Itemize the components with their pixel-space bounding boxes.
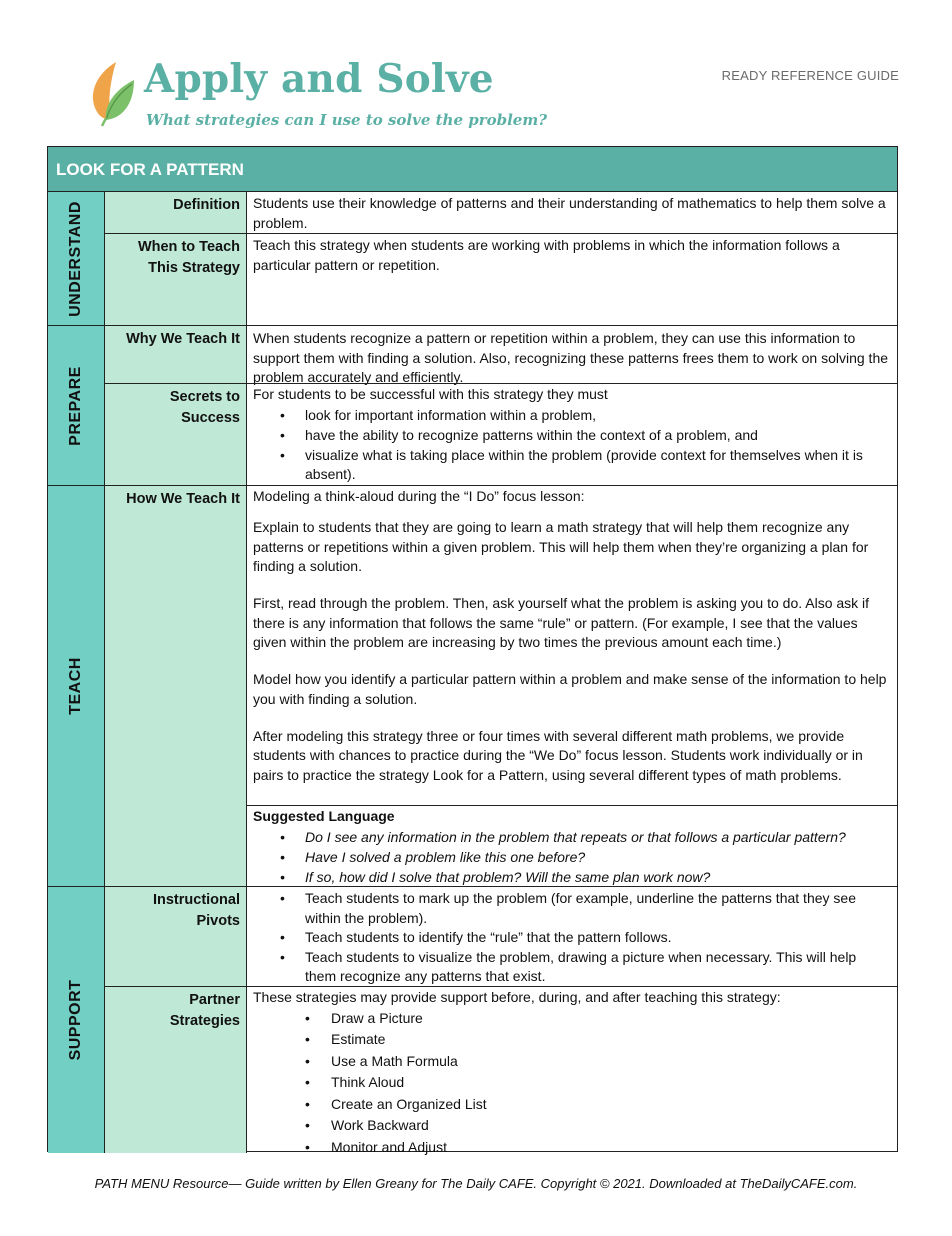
- list-item: • visualize what is taking place within the problem (provide context for themselves when it is absent).: [253, 446, 891, 485]
- row-label-secrets: Secrets to Success: [169, 389, 240, 426]
- document-subtitle: What strategies can I use to solve the problem?: [146, 111, 547, 129]
- section-prepare: [48, 326, 897, 486]
- list-item: • Teach students to mark up the problem (for example, underline the patterns that they see within the problem).: [253, 889, 891, 928]
- list-item: • Use a Math Formula: [253, 1051, 891, 1073]
- list-item: • Have I solved a problem like this one before?: [253, 847, 891, 867]
- row-why-we-teach: [105, 326, 897, 383]
- partner-list: [253, 1008, 891, 1159]
- list-item: • look for important information within a problem,: [253, 405, 891, 426]
- list-item: • Draw a Picture: [253, 1008, 891, 1030]
- section-label-teach: TEACH: [67, 657, 84, 715]
- section-understand: [48, 192, 897, 326]
- pivots-list: [253, 889, 891, 987]
- how-paragraph: Explain to students that they are going to learn a math strategy that will help them recognize any patterns or repetitions within a given problem. This will help them when they’re organizing a plan for finding a solution.: [253, 519, 869, 574]
- ready-reference-label: READY REFERENCE GUIDE: [721, 68, 899, 83]
- suggested-language-heading: Suggested Language: [253, 808, 395, 824]
- row-label-when-to-teach: When to Teach This Strategy: [137, 239, 240, 276]
- section-label-prepare: PREPARE: [67, 365, 84, 446]
- row-how-we-teach: [105, 486, 897, 887]
- section-label-support: SUPPORT: [67, 979, 84, 1061]
- list-item: • Teach students to visualize the problem, drawing a picture when necessary. This will help them recognize any patterns that exist.: [253, 948, 891, 987]
- row-definition: [105, 192, 897, 233]
- document-title: Apply and Solve: [144, 56, 494, 102]
- how-paragraph: After modeling this strategy three or four times with several different math problems, we provide students with chances to practice during the “We Do” focus lesson. Students work individually or in pairs to practice the strategy Look for a Pattern, using several different types of math problems.: [253, 727, 863, 783]
- how-paragraph: Model how you identify a particular pattern within a problem and make sense of the information to help you with finding a solution.: [253, 671, 887, 707]
- list-item: • Estimate: [253, 1029, 891, 1051]
- section-support: [48, 887, 897, 1153]
- suggested-language-divider: [247, 805, 897, 806]
- how-paragraph: First, read through the problem. Then, ask yourself what the problem is asking you to do. Also ask if there is any information that follows the same “rule” or pattern. (For example, I see that the values given within the problem are increasing by two times the previous amount each time.): [253, 595, 870, 650]
- section-label-understand: UNDERSTAND: [67, 200, 84, 317]
- secrets-intro: For students to be successful with this strategy they must: [253, 386, 608, 402]
- secrets-list: [253, 405, 891, 485]
- list-item: • Create an Organized List: [253, 1094, 891, 1116]
- why-text: When students recognize a pattern or repetition within a problem, they can use this information to support them with finding a solution. Also, recognizing these patterns frees them to work on solving the problem accurately and efficiently.: [253, 330, 889, 385]
- row-label-partner: Partner Strategies: [169, 992, 240, 1029]
- when-to-teach-text: Teach this strategy when students are working with problems in which the information follows a particular pattern or repetition.: [253, 237, 840, 273]
- how-paragraph: Modeling a think-aloud during the “I Do” focus lesson:: [253, 488, 585, 504]
- row-pivots: [105, 887, 897, 986]
- suggested-language-list: [253, 827, 891, 887]
- row-when-to-teach: [105, 233, 897, 326]
- section-teach: [48, 486, 897, 887]
- list-item: • Monitor and Adjust: [253, 1137, 891, 1159]
- list-item: • If so, how did I solve that problem? Will the same plan work now?: [253, 867, 891, 887]
- list-item: • Do I see any information in the problem that repeats or that follows a particular pattern?: [253, 827, 891, 847]
- row-label-definition: Definition: [173, 197, 240, 213]
- row-label-how: How We Teach It: [126, 491, 240, 507]
- list-item: • Teach students to identify the “rule” that the pattern follows.: [253, 928, 891, 948]
- footer-credit: PATH MENU Resource— Guide written by Ellen Greany for The Daily CAFE. Copyright © 2021. Downloaded at TheDailyCAFE.com.: [94, 1176, 858, 1191]
- row-partner: [105, 986, 897, 1153]
- row-secrets: [105, 383, 897, 486]
- leaf-logo-icon: [88, 60, 138, 128]
- definition-text: Students use their knowledge of patterns and their understanding of mathematics to help them solve a problem.: [253, 195, 886, 231]
- list-item: • Think Aloud: [253, 1072, 891, 1094]
- list-item: • have the ability to recognize patterns within the context of a problem, and: [253, 425, 891, 446]
- strategy-table: [47, 146, 898, 1155]
- strategy-title: LOOK FOR A PATTERN: [48, 147, 897, 192]
- list-item: • Work Backward: [253, 1115, 891, 1137]
- row-label-pivots: Instructional Pivots: [152, 892, 240, 929]
- partner-intro: These strategies may provide support before, during, and after teaching this strategy:: [253, 989, 781, 1005]
- row-label-why: Why We Teach It: [126, 331, 240, 347]
